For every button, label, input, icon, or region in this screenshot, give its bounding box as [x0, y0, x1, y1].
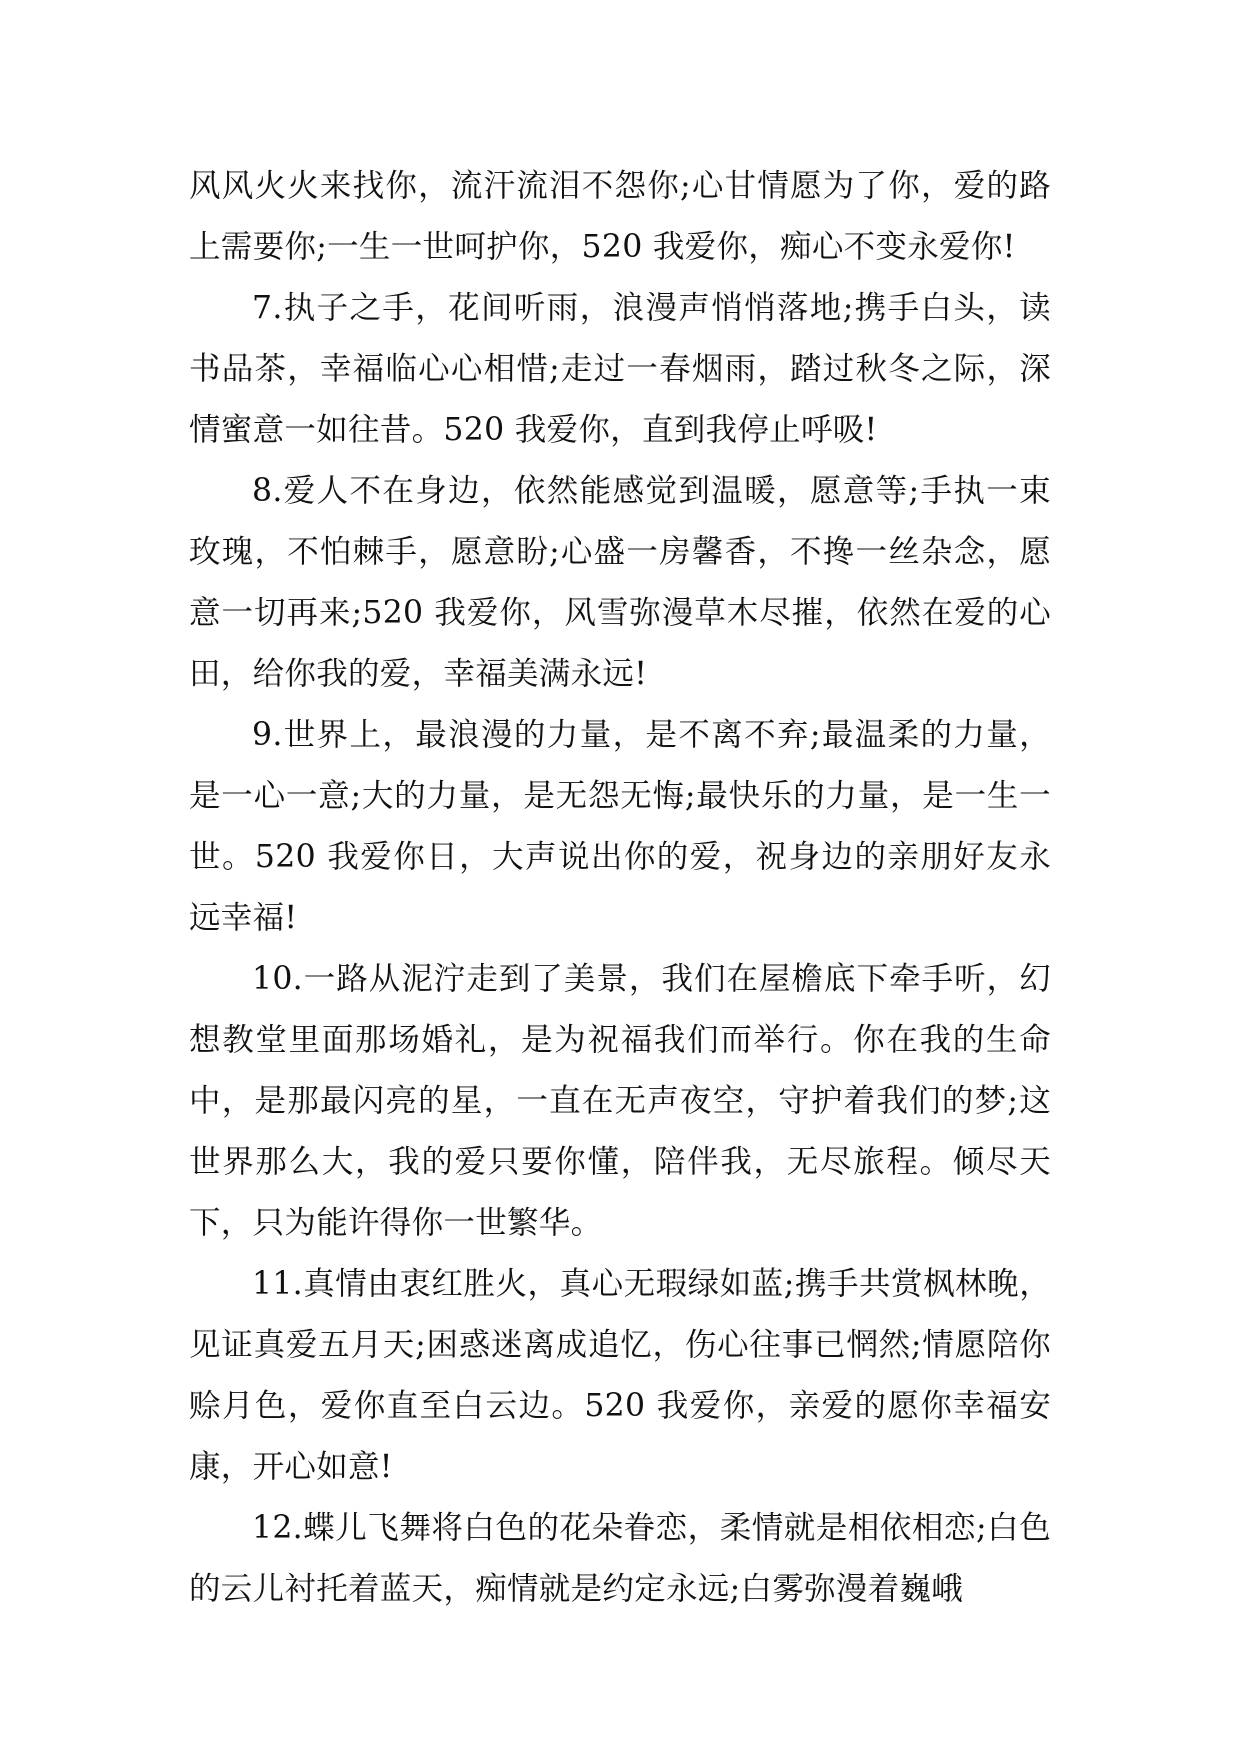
paragraph-item-11: 11.真情由衷红胜火，真心无瑕绿如蓝;携手共赏枫林晚，见证真爱五月天;困惑迷离成追忆，伤心往事已惘然;情愿陪你赊月色，爱你直至白云边。520 我爱你，亲爱的愿你幸福安康，开心如意!: [189, 1266, 1051, 1485]
paragraph-item-12: 12.蝶儿飞舞将白色的花朵眷恋，柔情就是相依相恋;白色的云儿衬托着蓝天，痴情就是约定永远;白雾弥漫着巍峨: [189, 1510, 1051, 1607]
paragraph-item-7: 7.执子之手，花间听雨，浪漫声悄悄落地;携手白头，读书品茶，幸福临心心相惜;走过一春烟雨，踏过秋冬之际，深情蜜意一如往昔。520 我爱你，直到我停止呼吸!: [189, 290, 1051, 448]
paragraph-item-8: 8.爱人不在身边，依然能感觉到温暖，愿意等;手执一束玫瑰，不怕棘手，愿意盼;心盛一房馨香，不搀一丝杂念，愿意一切再来;520 我爱你，风雪弥漫草木尽摧，依然在爱的心田，给你我的爱，幸福美满永远!: [189, 473, 1051, 692]
paragraph-continuation: 风风火火来找你，流汗流泪不怨你;心甘情愿为了你，爱的路上需要你;一生一世呵护你，520 我爱你，痴心不变永爱你!: [189, 168, 1051, 265]
document-body: [189, 156, 1051, 1620]
paragraph-item-9: 9.世界上，最浪漫的力量，是不离不弃;最温柔的力量，是一心一意;大的力量，是无怨无悔;最快乐的力量，是一生一世。520 我爱你日，大声说出你的爱，祝身边的亲朋好友永远幸福!: [189, 717, 1051, 936]
paragraph-item-10: 10.一路从泥泞走到了美景，我们在屋檐底下牵手听，幻想教堂里面那场婚礼，是为祝福我们而举行。你在我的生命中，是那最闪亮的星，一直在无声夜空，守护着我们的梦;这世界那么大，我的爱只要你懂，陪伴我，无尽旅程。倾尽天下，只为能许得你一世繁华。: [189, 961, 1051, 1241]
